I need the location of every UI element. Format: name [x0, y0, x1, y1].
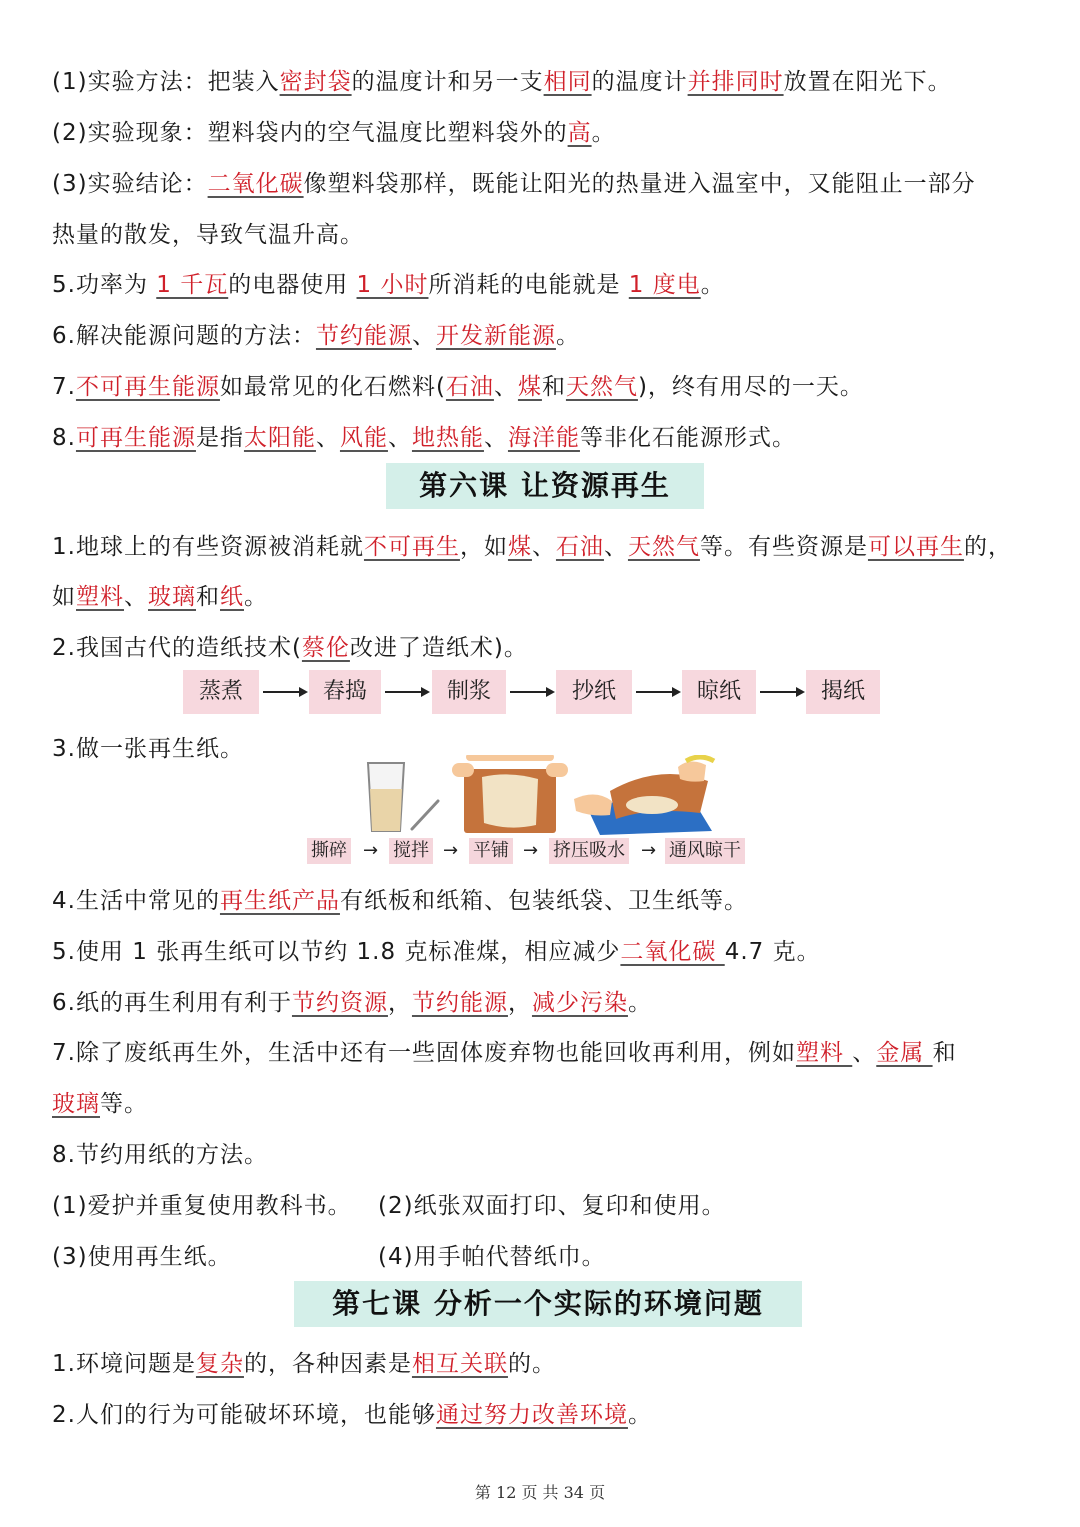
experiment-phenomenon-line — [52, 117, 1030, 149]
l6-item-2 — [52, 632, 1030, 664]
text: (3)实验结论： — [52, 171, 208, 197]
arrow-right-icon — [508, 670, 556, 714]
spreading-pulp-icon — [452, 757, 568, 833]
step-label: 搅拌 — [389, 838, 433, 864]
keyword: 玻璃 — [52, 1091, 100, 1117]
l6-item-1 — [52, 531, 1030, 563]
l6-item-8 — [52, 1139, 1030, 1171]
step-label: 撕碎 — [307, 838, 351, 864]
text: 、 — [483, 425, 508, 451]
l6-item-7 — [52, 1037, 1030, 1069]
text: 和 — [541, 374, 566, 400]
text: 如最常见的化石燃料( — [219, 374, 446, 400]
keyword: 并排同时 — [687, 69, 784, 95]
keyword: 复杂 — [195, 1351, 244, 1377]
recycled-paper-illustration — [360, 755, 730, 835]
text: 、 — [411, 323, 436, 349]
recycle-steps — [307, 838, 767, 866]
text: 。 — [627, 1402, 652, 1428]
keyword: 煤 — [517, 374, 542, 400]
text: 5.使用 1 张再生纸可以节约 1.8 克标准煤，相应减少 — [52, 939, 621, 965]
text: 的。 — [507, 1351, 556, 1377]
keyword: 地热能 — [411, 425, 484, 451]
l6-item-5 — [52, 936, 1030, 968]
keyword: 天然气 — [627, 534, 700, 560]
keyword: 纸 — [220, 584, 244, 610]
flow-step: 揭纸 — [806, 670, 880, 714]
text: 、 — [493, 374, 518, 400]
l6-item-1-cont — [52, 581, 1030, 613]
arrow-right-icon — [261, 670, 309, 714]
text: 、 — [124, 584, 148, 610]
text: 和 — [196, 584, 220, 610]
pressing-pulp-icon — [574, 757, 714, 835]
step-label: 挤压吸水 — [549, 838, 629, 864]
text: 的电器使用 — [228, 272, 357, 298]
text: 2.我国古代的造纸技术( — [52, 635, 302, 661]
text: 。 — [591, 120, 616, 146]
step-label: 通风晾干 — [665, 838, 745, 864]
step-label: 平铺 — [469, 838, 513, 864]
text: (1)爱护并重复使用教科书。 — [52, 1193, 352, 1219]
text: 6.纸的再生利用有利于 — [52, 990, 292, 1016]
text: ， — [387, 990, 412, 1016]
keyword: 相同 — [543, 69, 592, 95]
keyword: 1 千瓦 — [156, 272, 229, 298]
text: 的温度计和另一支 — [351, 69, 544, 95]
text: (3)使用再生纸。 — [52, 1244, 232, 1270]
glass-icon — [368, 763, 404, 831]
keyword: 减少污染 — [531, 990, 628, 1016]
lesson-6-heading: 第六课 让资源再生 — [386, 463, 704, 509]
keyword: 二氧化碳 — [620, 939, 725, 965]
l6-item-8-methods-b — [52, 1241, 1030, 1273]
keyword: 二氧化碳 — [207, 171, 304, 197]
text: 4.7 克。 — [724, 939, 821, 965]
keyword: 可再生能源 — [75, 425, 196, 451]
text: (2)纸张双面打印、复印和使用。 — [378, 1193, 726, 1219]
text: 7.除了废纸再生外，生活中还有一些固体废弃物也能回收再利用，例如 — [52, 1040, 796, 1066]
text: 3.做一张再生纸。 — [52, 736, 244, 762]
keyword: 煤 — [507, 534, 532, 560]
text: 改进了造纸术)。 — [349, 635, 528, 661]
flow-step: 抄纸 — [556, 670, 632, 714]
text: 1.环境问题是 — [52, 1351, 196, 1377]
text: 1.地球上的有些资源被消耗就 — [52, 534, 364, 560]
keyword: 节约能源 — [411, 990, 508, 1016]
flow-step: 蒸煮 — [183, 670, 259, 714]
arrow-icon: → — [641, 840, 657, 861]
flow-step: 制浆 — [432, 670, 506, 714]
text: 是指 — [195, 425, 244, 451]
text: 等非化石能源形式。 — [579, 425, 796, 451]
text: 和 — [932, 1040, 957, 1066]
text: 像塑料袋那样，既能让阳光的热量进入温室中，又能阻止一部分 — [303, 171, 976, 197]
item-6-energy-solutions — [52, 320, 1030, 352]
text: 。 — [555, 323, 580, 349]
keyword: 不可再生能源 — [75, 374, 220, 400]
text: 如 — [52, 584, 76, 610]
keyword: 相互关联 — [411, 1351, 508, 1377]
text: 。 — [627, 990, 652, 1016]
item-7-nonrenewable — [52, 371, 1030, 403]
text: 4.生活中常见的 — [52, 888, 220, 914]
l6-item-7-cont — [52, 1088, 1030, 1120]
arrow-right-icon — [634, 670, 682, 714]
keyword: 再生纸产品 — [219, 888, 340, 914]
keyword: 高 — [567, 120, 592, 146]
text: 的， — [963, 534, 1012, 560]
keyword: 石油 — [445, 374, 494, 400]
text: 的温度计 — [591, 69, 688, 95]
text: (4)用手帕代替纸巾。 — [378, 1244, 606, 1270]
item-5-energy — [52, 269, 1030, 301]
keyword: 塑料 — [795, 1040, 853, 1066]
text: 2.人们的行为可能破坏环境，也能够 — [52, 1402, 436, 1428]
keyword: 1 小时 — [356, 272, 429, 298]
text: (2)实验现象：塑料袋内的空气温度比塑料袋外的 — [52, 120, 568, 146]
flow-step: 舂捣 — [309, 670, 381, 714]
text: 5.功率为 — [52, 272, 157, 298]
l6-item-8-methods-a — [52, 1190, 1030, 1222]
keyword: 天然气 — [565, 374, 638, 400]
experiment-method-line — [52, 66, 1030, 98]
l6-item-4 — [52, 885, 1030, 917]
text: ，如 — [459, 534, 508, 560]
l7-item-2 — [52, 1399, 1030, 1431]
text: 6.解决能源问题的方法： — [52, 323, 316, 349]
keyword: 风能 — [339, 425, 388, 451]
arrow-right-icon — [383, 670, 431, 714]
text: 等。 — [100, 1091, 148, 1117]
text: 有纸板和纸箱、包装纸袋、卫生纸等。 — [339, 888, 748, 914]
experiment-conclusion-cont — [52, 219, 1030, 251]
l7-item-1 — [52, 1348, 1030, 1380]
text: 、 — [315, 425, 340, 451]
keyword: 石油 — [555, 534, 604, 560]
keyword: 塑料 — [76, 584, 124, 610]
text: 。 — [244, 584, 268, 610]
keyword: 密封袋 — [279, 69, 352, 95]
text: 、 — [852, 1040, 877, 1066]
experiment-conclusion-line — [52, 168, 1030, 200]
keyword: 可以再生 — [867, 534, 964, 560]
keyword: 金属 — [876, 1040, 933, 1066]
text: 热量的散发，导致气温升高。 — [52, 222, 364, 248]
keyword: 节约能源 — [315, 323, 412, 349]
text: 8.节约用纸的方法。 — [52, 1142, 268, 1168]
text: (1)实验方法：把装入 — [52, 69, 280, 95]
arrow-icon: → — [523, 840, 539, 861]
keyword: 通过努力改善环境 — [435, 1402, 628, 1428]
keyword: 蔡伦 — [301, 635, 350, 661]
text: 7. — [52, 374, 76, 400]
keyword: 玻璃 — [148, 584, 196, 610]
flow-step: 晾纸 — [682, 670, 756, 714]
text: 。 — [700, 272, 725, 298]
keyword: 海洋能 — [507, 425, 580, 451]
lesson-7-heading: 第七课 分析一个实际的环境问题 — [294, 1281, 802, 1327]
text: 8. — [52, 425, 76, 451]
papermaking-flow — [183, 670, 883, 714]
text: 所消耗的电能就是 — [428, 272, 629, 298]
keyword: 开发新能源 — [435, 323, 556, 349]
text: 等。有些资源是 — [699, 534, 868, 560]
text: 、 — [531, 534, 556, 560]
text: 的，各种因素是 — [243, 1351, 412, 1377]
stirring-stick — [412, 801, 438, 829]
arrow-icon: → — [443, 840, 459, 861]
text: )，终有用尽的一天。 — [637, 374, 864, 400]
keyword: 节约资源 — [291, 990, 388, 1016]
text: ， — [507, 990, 532, 1016]
page-footer: 第 12 页 共 34 页 — [474, 1483, 606, 1502]
l6-item-6 — [52, 987, 1030, 1019]
keyword: 不可再生 — [363, 534, 460, 560]
keyword: 1 度电 — [628, 272, 701, 298]
keyword: 太阳能 — [243, 425, 316, 451]
item-8-renewable — [52, 422, 1030, 454]
text: 、 — [603, 534, 628, 560]
arrow-icon: → — [363, 840, 379, 861]
arrow-right-icon — [758, 670, 806, 714]
text: 、 — [387, 425, 412, 451]
text: 放置在阳光下。 — [783, 69, 952, 95]
